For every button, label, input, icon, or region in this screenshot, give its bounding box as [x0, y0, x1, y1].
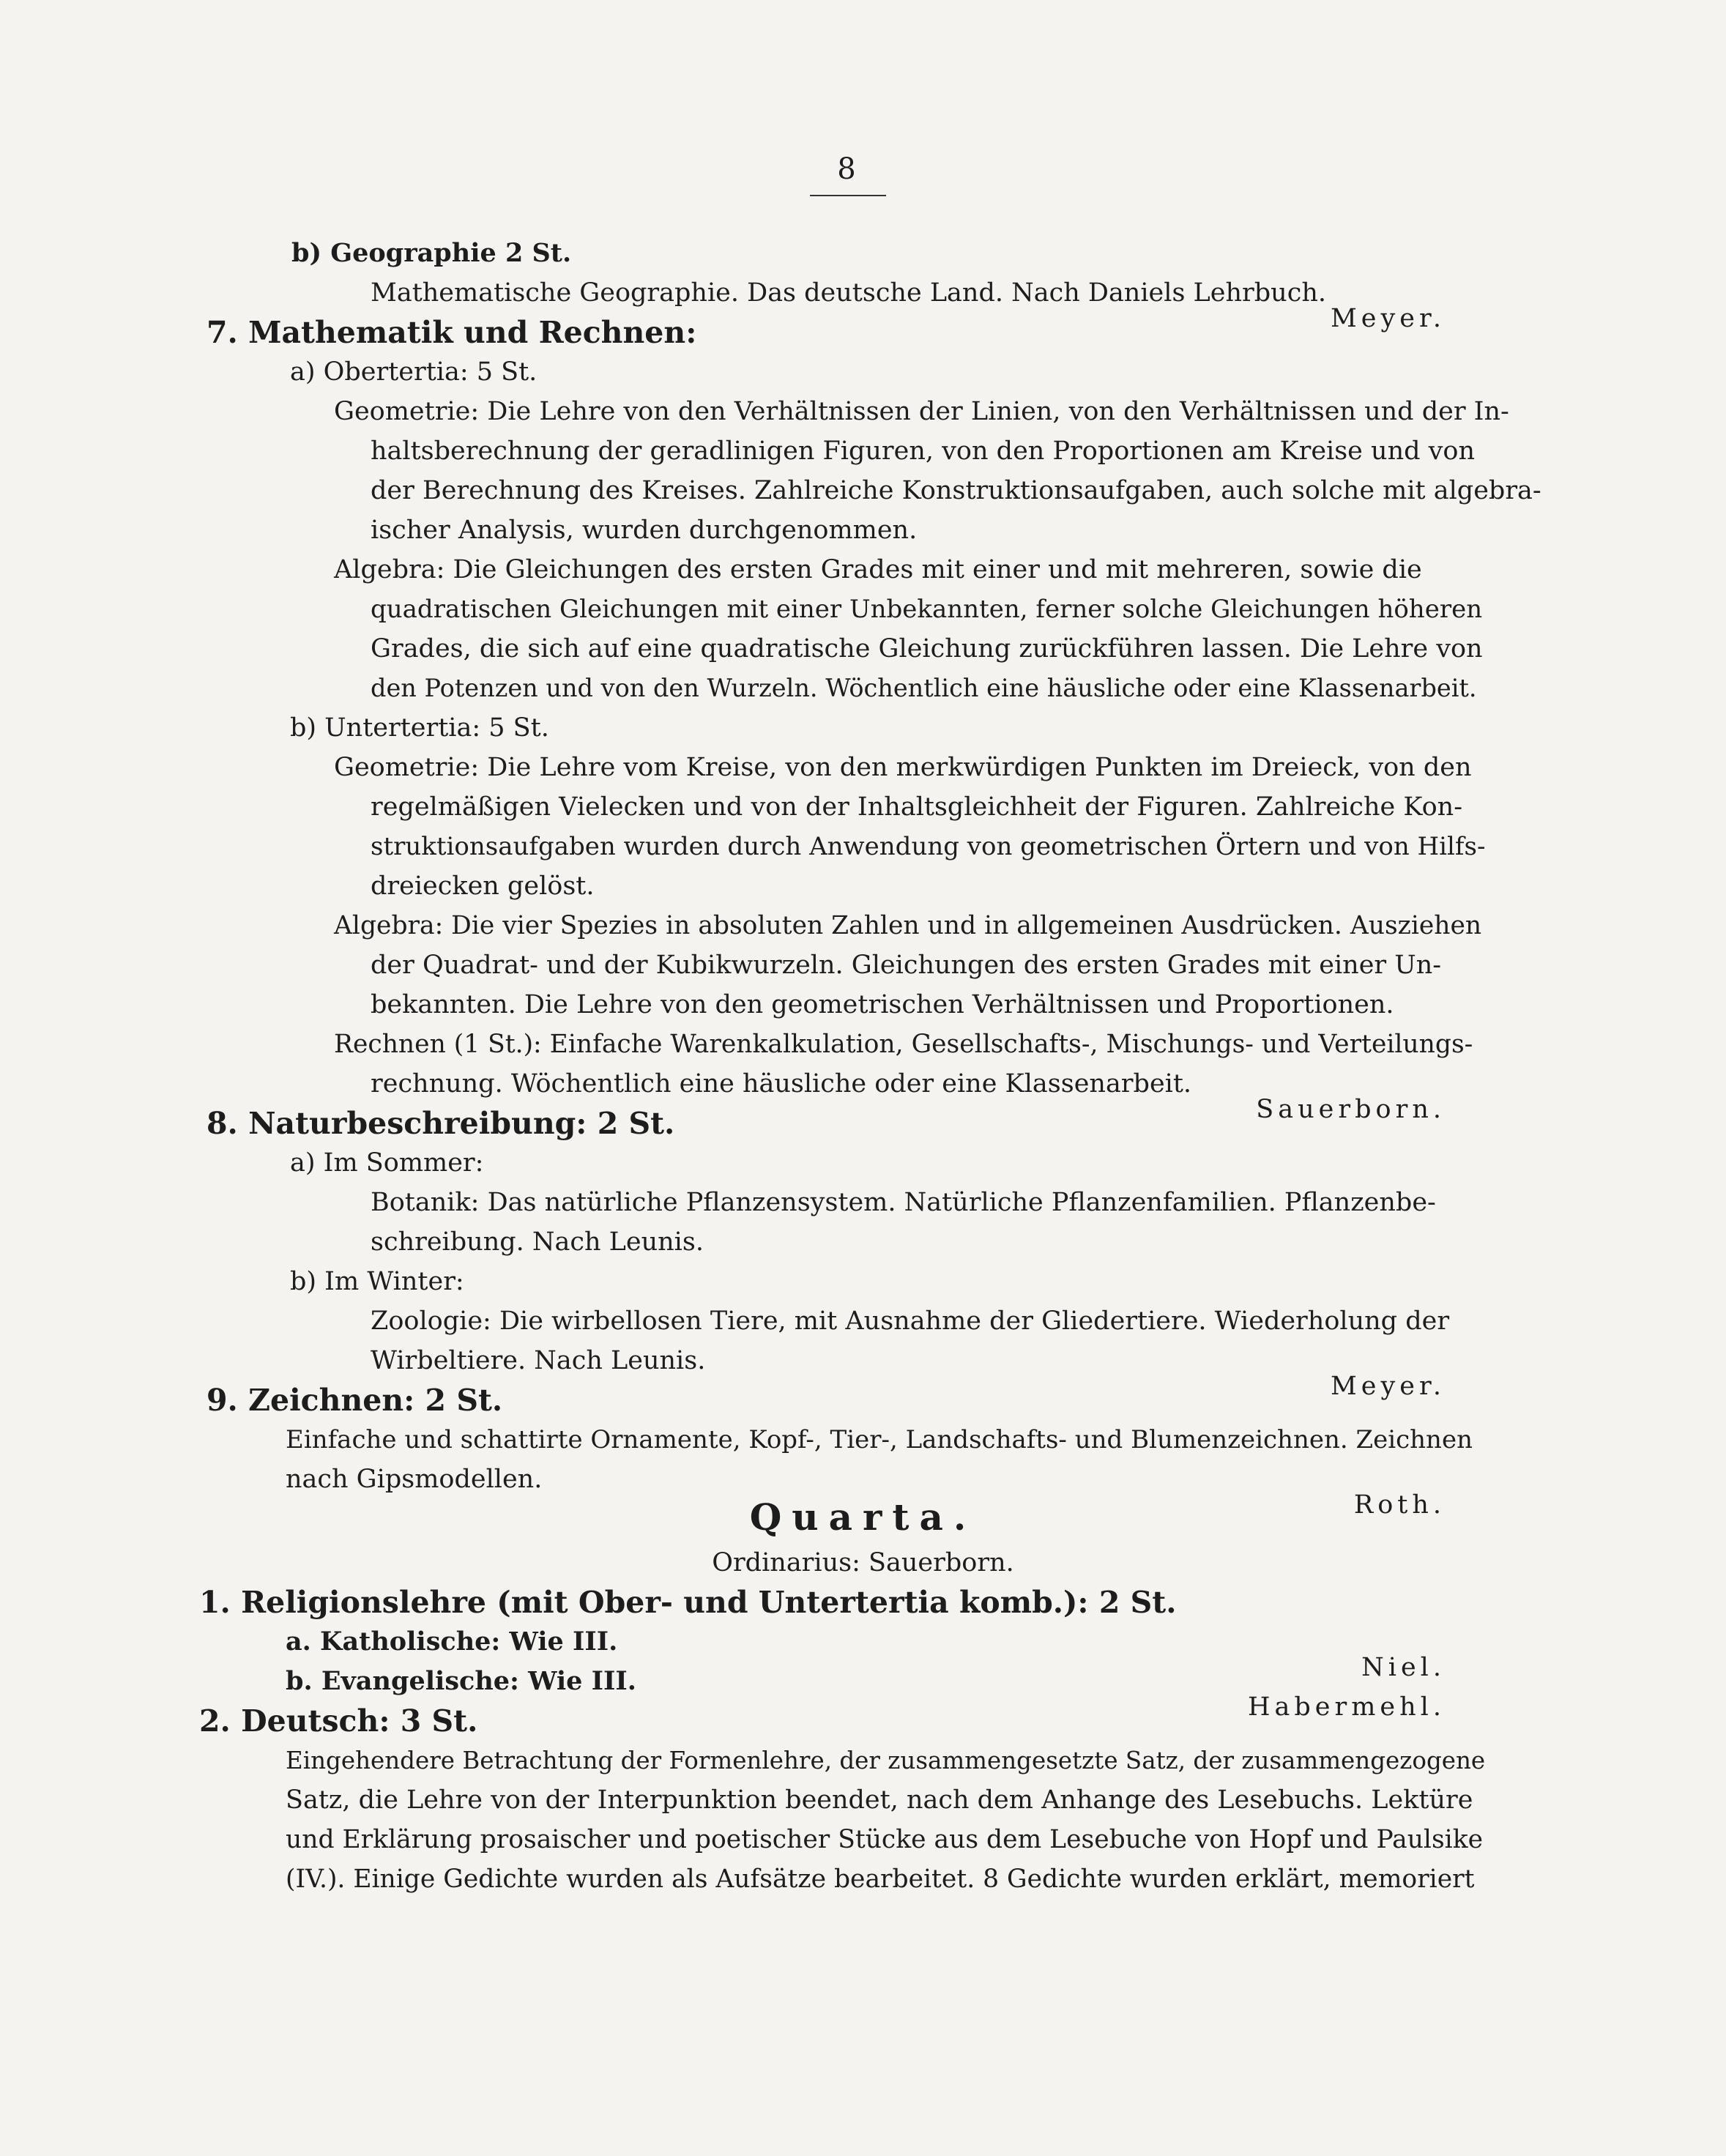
evangelisch-teacher: Habermehl. [1248, 1692, 1446, 1722]
geometrie-ut-line: regelmäßigen Vielecken und von der Inhaltsgleichheit der Figuren. Zahlreiche Kon- [371, 792, 1463, 822]
rechnen-line: rechnung. Wöchentlich eine häusliche oder eine Klassenarbeit. [371, 1069, 1192, 1099]
deutsch-line: Eingehendere Betrachtung der Formenlehre, der zusammengesetzte Satz, der zusammengezogene [286, 1747, 1486, 1774]
geometrie-ut-line: Geometrie: Die Lehre vom Kreise, von den merkwürdigen Punkten im Dreieck, von den [334, 753, 1472, 782]
sommer-label: a) Im Sommer: [290, 1148, 484, 1178]
mathematik-heading: 7. Mathematik und Rechnen: [207, 315, 697, 350]
geometrie-ut-line: struktionsaufgaben wurden durch Anwendung von geometrischen Örtern und von Hilfs- [371, 832, 1486, 861]
zeichnen-teacher: Roth. [1353, 1490, 1446, 1520]
botanik-line: Botanik: Das natürliche Pflanzensystem. Natürliche Pflanzenfamilien. Pflanzenbe- [371, 1188, 1436, 1217]
algebra-ot-line: Algebra: Die Gleichungen des ersten Grades mit einer und mit mehreren, sowie die [334, 555, 1422, 584]
deutsch-line: Satz, die Lehre von der Interpunktion beendet, nach dem Anhange des Lesebuchs. Lektüre [286, 1785, 1473, 1815]
geometrie-ot-line: haltsberechnung der geradlinigen Figuren, von den Proportionen am Kreise und von [371, 436, 1476, 466]
geometrie-ut-line: dreiecken gelöst. [371, 871, 595, 901]
geometrie-ot-line: der Berechnung des Kreises. Zahlreiche Konstruktionsaufgaben, auch solche mit algebra- [371, 476, 1541, 505]
evangelisch-line: b. Evangelische: Wie III. [286, 1666, 636, 1696]
winter-label: b) Im Winter: [290, 1267, 464, 1296]
algebra-ot-line: quadratischen Gleichungen mit einer Unbekannten, ferner solche Gleichungen höheren [371, 595, 1483, 624]
mathematik-teacher: Sauerborn. [1256, 1095, 1446, 1124]
section-title: Quarta. [749, 1495, 977, 1539]
page-number: 8 [837, 152, 856, 186]
zoologie-line: Wirbeltiere. Nach Leunis. [371, 1346, 706, 1375]
botanik-line: schreibung. Nach Leunis. [371, 1227, 704, 1257]
deutsch-line: und Erklärung prosaischer und poetischer Stücke aus dem Lesebuche von Hopf und Paulsike [286, 1825, 1484, 1854]
naturbeschreibung-heading: 8. Naturbeschreibung: 2 St. [207, 1106, 675, 1141]
zeichnen-heading: 9. Zeichnen: 2 St. [207, 1383, 503, 1418]
untertertia-label: b) Untertertia: 5 St. [290, 713, 549, 743]
algebra-ut-line: der Quadrat- und der Kubikwurzeln. Gleichungen des ersten Grades mit einer Un- [371, 951, 1442, 980]
zoologie-line: Zoologie: Die wirbellosen Tiere, mit Ausnahme der Gliedertiere. Wiederholung der [371, 1306, 1450, 1336]
geographie-teacher: Meyer. [1330, 304, 1446, 333]
geographie-label: b) Geographie 2 St. [291, 238, 572, 268]
katholisch-teacher: Niel. [1361, 1653, 1446, 1682]
geographie-line: Mathematische Geographie. Das deutsche Land. Nach Daniels Lehrbuch. [371, 278, 1326, 308]
rechnen-line: Rechnen (1 St.): Einfache Warenkalkulation, Gesellschafts-, Mischungs- und Verteilungs- [334, 1030, 1473, 1059]
zeichnen-line: Einfache und schattirte Ornamente, Kopf-, Tier-, Landschafts- und Blumenzeichnen. Zeichnen [286, 1425, 1473, 1454]
deutsch-line: (IV.). Einige Gedichte wurden als Aufsätze bearbeitet. 8 Gedichte wurden erklärt, memoriert [286, 1865, 1475, 1894]
page-number-rule [810, 195, 886, 196]
ordinarius-line: Ordinarius: Sauerborn. [712, 1548, 1014, 1577]
zeichnen-line: nach Gipsmodellen. [286, 1465, 543, 1494]
geometrie-ot-line: ischer Analysis, wurden durchgenommen. [371, 516, 918, 545]
obertertia-label: a) Obertertia: 5 St. [290, 357, 537, 387]
religion-heading: 1. Religionslehre (mit Ober- und Untertertia komb.): 2 St. [199, 1585, 1177, 1620]
katholisch-line: a. Katholische: Wie III. [286, 1627, 618, 1657]
deutsch-heading: 2. Deutsch: 3 St. [199, 1703, 478, 1739]
algebra-ot-line: Grades, die sich auf eine quadratische Gleichung zurückführen lassen. Die Lehre von [371, 634, 1483, 663]
algebra-ut-line: Algebra: Die vier Spezies in absoluten Zahlen und in allgemeinen Ausdrücken. Ausziehen [334, 911, 1482, 940]
algebra-ot-line: den Potenzen und von den Wurzeln. Wöchentlich eine häusliche oder eine Klassenarbeit. [371, 674, 1477, 702]
naturbeschreibung-teacher: Meyer. [1330, 1372, 1446, 1401]
algebra-ut-line: bekannten. Die Lehre von den geometrischen Verhältnissen und Proportionen. [371, 990, 1394, 1019]
geometrie-ot-line: Geometrie: Die Lehre von den Verhältnissen der Linien, von den Verhältnissen und der In- [334, 397, 1509, 426]
